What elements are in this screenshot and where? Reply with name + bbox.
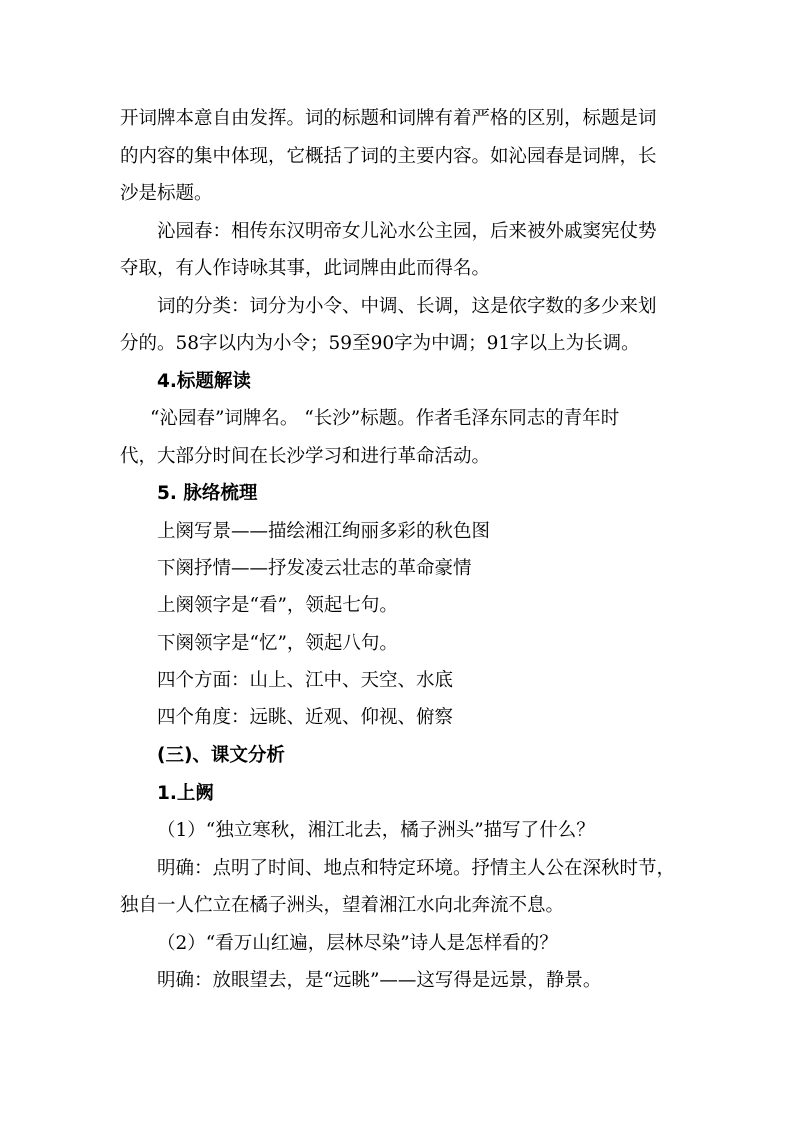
answer-line-2: 明确：放眼望去，是“远眺”——这写得是远景，静景。 xyxy=(157,970,602,991)
paragraph-line-14: 上阕领字是“看”，领起七句。 xyxy=(157,595,398,616)
paragraph-line-5: 夺取，有人作诗咏其事，此词牌由此而得名。 xyxy=(120,258,491,279)
section-heading-structure: 5. 脉络梳理 xyxy=(157,483,258,504)
section-heading-title-analysis: 4.标题解读 xyxy=(157,371,251,392)
paragraph-line-16: 四个方面：山上、江中、天空、水底 xyxy=(157,670,454,691)
question-line-1: （1）“独立寒秋，湘江北去，橘子洲头”描写了什么？ xyxy=(157,820,595,841)
paragraph-line-12: 上阕写景——描绘湘江绚丽多彩的秋色图 xyxy=(157,521,491,542)
paragraph-line-13: 下阕抒情——抒发凌云壮志的革命豪情 xyxy=(157,558,472,579)
paragraph-line-17: 四个角度：远眺、近观、仰视、俯察 xyxy=(157,707,454,728)
paragraph-line-3: 沙是标题。 xyxy=(120,183,213,204)
paragraph-line-10: 代，大部分时间在长沙学习和进行革命活动。 xyxy=(120,446,491,467)
answer-line-1b: 独自一人伫立在橘子洲头，望着湘江水向北奔流不息。 xyxy=(120,895,565,916)
paragraph-line-6: 词的分类：词分为小令、中调、长调，这是依字数的多少来划 xyxy=(157,296,657,317)
paragraph-line-9: “沁园春”词牌名。 “长沙”标题。作者毛泽东同志的青年时 xyxy=(150,408,620,429)
paragraph-line-2: 的内容的集中体现，它概括了词的主要内容。如沁园春是词牌，长 xyxy=(120,146,657,167)
paragraph-line-4: 沁园春：相传东汉明帝女儿沁水公主园，后来被外戚窦宪仗势 xyxy=(157,221,657,242)
section-heading-first-stanza: 1.上阙 xyxy=(157,783,214,804)
question-line-2: （2）“看万山红遍，层林尽染”诗人是怎样看的？ xyxy=(157,933,558,954)
paragraph-line-7: 分的。58字以内为小令；59至90字为中调；91字以上为长调。 xyxy=(120,333,640,354)
answer-line-1a: 明确：点明了时间、地点和特定环境。抒情主人公在深秋时节， xyxy=(157,858,676,879)
paragraph-line-1: 开词牌本意自由发挥。词的标题和词牌有着严格的区别，标题是词 xyxy=(120,108,657,129)
paragraph-line-15: 下阕领字是“忆”，领起八句。 xyxy=(157,633,398,654)
section-heading-text-analysis: (三)、课文分析 xyxy=(157,745,285,766)
